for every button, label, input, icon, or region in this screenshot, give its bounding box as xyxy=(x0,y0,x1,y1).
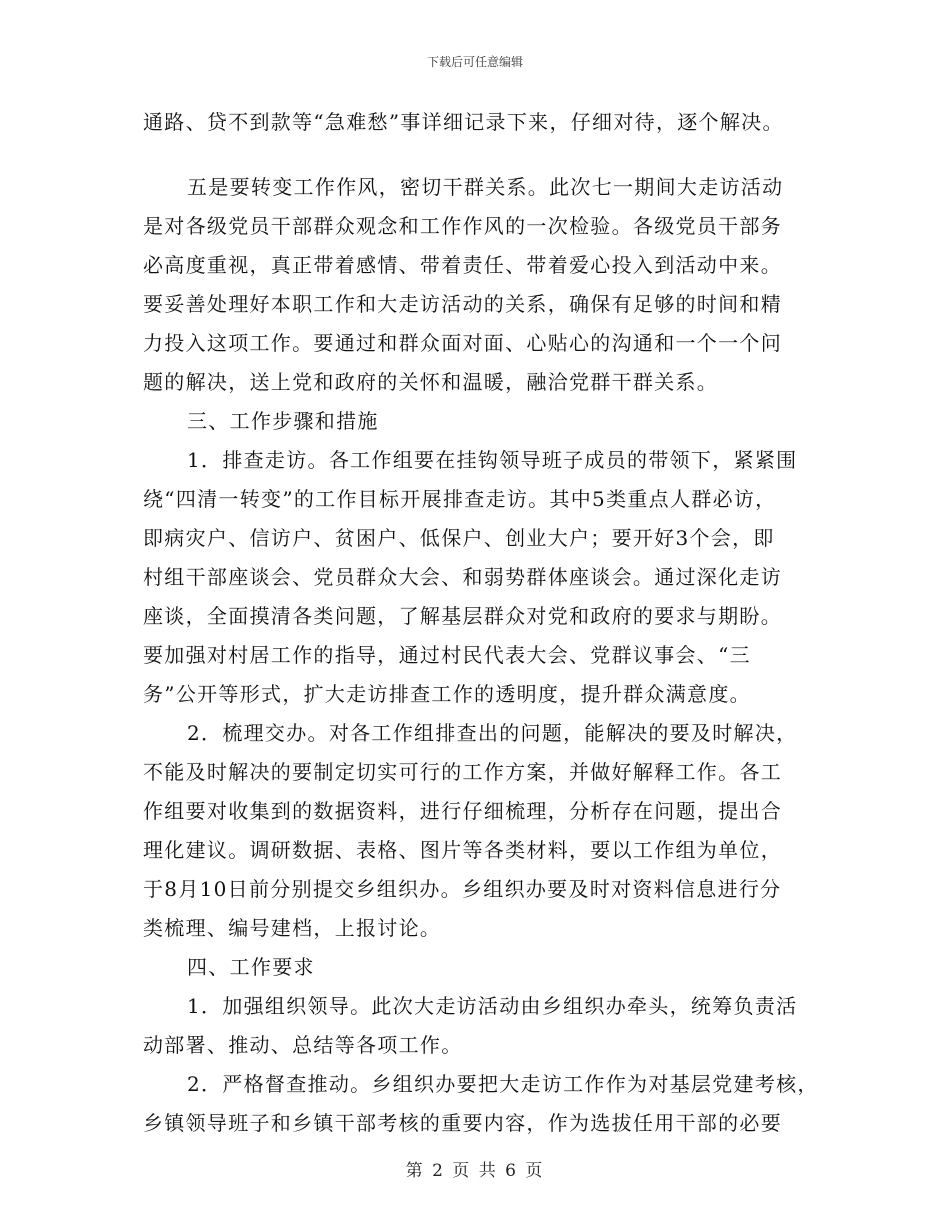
text-line: 村组干部座谈会、党员群众大会、和弱势群体座谈会。通过深化走访 xyxy=(143,565,782,589)
text-line: 务”公开等形式，扩大走访排查工作的透明度，提升群众满意度。 xyxy=(143,682,751,706)
text-line: 于8月10日前分别提交乡组织办。乡组织办要及时对资料信息进行分 xyxy=(143,877,782,901)
text-line: 2．严格督查推动。乡组织办要把大走访工作作为对基层党建考核， xyxy=(187,1072,819,1096)
text-line: 乡镇领导班子和乡镇干部考核的重要内容，作为选拔任用干部的必要 xyxy=(143,1111,782,1135)
page-header: 下载后可任意编辑 xyxy=(426,55,523,69)
text-line: 五是要转变工作作风，密切干群关系。此次七一期间大走访活动 xyxy=(187,175,784,199)
text-line: 要加强对村居工作的指导，通过村民代表大会、党群议事会、“三 xyxy=(143,643,751,667)
text-line: 座谈，全面摸清各类问题，了解基层群众对党和政府的要求与期盼。 xyxy=(143,604,782,628)
text-line: 即病灾户、信访户、贫困户、低保户、创业大户；要开好3个会，即 xyxy=(143,526,775,550)
section-heading: 三、工作步骤和措施 xyxy=(187,409,379,433)
text-line: 类梳理、编号建档，上报讨论。 xyxy=(143,916,442,940)
text-line: 是对各级党员干部群众观念和工作作风的一次检验。各级党员干部务 xyxy=(143,214,782,238)
section-heading: 四、工作要求 xyxy=(187,955,315,979)
text-line: 理化建议。调研数据、表格、图片等各类材料，要以工作组为单位， xyxy=(143,838,782,862)
text-line: 作组要对收集到的数据资料，进行仔细梳理，分析存在问题，提出合 xyxy=(143,799,782,823)
text-line: 2．梳理交办。对各工作组排查出的问题，能解决的要及时解决， xyxy=(187,721,798,745)
text-line: 1．加强组织领导。此次大走访活动由乡组织办牵头，统筹负责活 xyxy=(187,994,798,1018)
paragraph-gap xyxy=(143,142,823,168)
text-line: 不能及时解决的要制定切实可行的工作方案，并做好解释工作。各工 xyxy=(143,760,782,784)
text-line: 1．排查走访。各工作组要在挂钩领导班子成员的带领下，紧紧围 xyxy=(187,448,798,472)
text-line: 绕“四清一转变”的工作目标开展排查走访。其中5类重点人群必访， xyxy=(143,487,777,511)
document-body xyxy=(143,103,823,1143)
text-line: 通路、贷不到款等“急难愁”事详细记录下来，仔细对待，逐个解决。 xyxy=(143,110,784,134)
text-line: 力投入这项工作。要通过和群众面对面、心贴心的沟通和一个一个问 xyxy=(143,331,782,355)
text-line: 必高度重视，真正带着感情、带着责任、带着爱心投入到活动中来。 xyxy=(143,253,782,277)
page-footer: 第 2 页 共 6 页 xyxy=(405,1161,545,1181)
text-line: 要妥善处理好本职工作和大走访活动的关系，确保有足够的时间和精 xyxy=(143,292,782,316)
text-line: 动部署、推动、总结等各项工作。 xyxy=(143,1033,463,1057)
text-line: 题的解决，送上党和政府的关怀和温暖，融洽党群干群关系。 xyxy=(143,370,719,394)
